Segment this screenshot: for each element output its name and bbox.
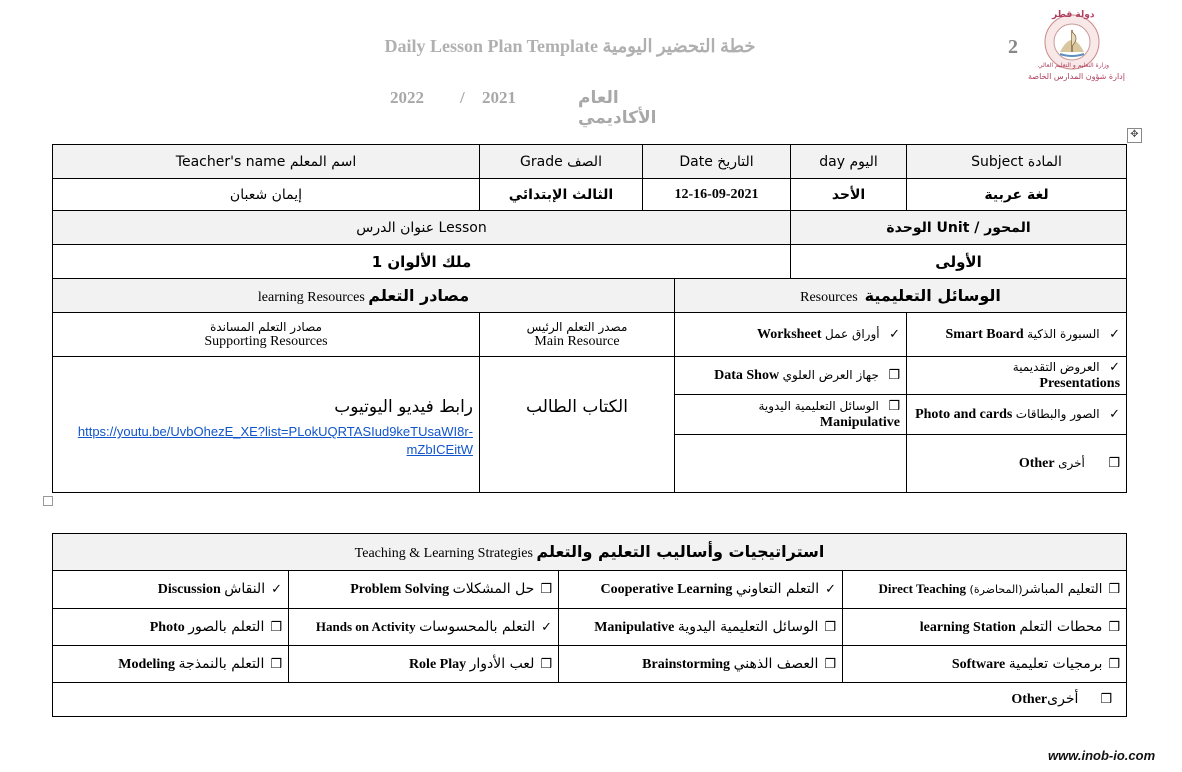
youtube-link[interactable]: https://youtu.be/UvbOhezE_XE?list=PLokUQRTASIud9keTUsaWI8r-mZbICEitW (77, 424, 473, 457)
strategy-ar: لعب الأدوار (469, 655, 535, 672)
presentations-en: Presentations (1039, 375, 1121, 391)
check-icon[interactable]: ✓ (825, 582, 836, 597)
worksheet-en: Worksheet (756, 326, 822, 342)
supporting-resources-ar: مصادر التعلم المساندة (210, 319, 322, 334)
strategy-manipulative[interactable] (559, 609, 843, 646)
main-resource-value: الكتاب الطالب (526, 397, 628, 417)
smart-board-ar: السبورة الذكية (1027, 326, 1100, 341)
check-icon[interactable]: ✓ (889, 326, 901, 342)
resource-photo-cards[interactable] (907, 395, 1127, 435)
strategy-hands-on[interactable] (289, 609, 559, 646)
strategy-ar: التعلم التعاوني (735, 581, 820, 597)
strategy-brainstorming[interactable] (559, 646, 843, 683)
smart-board-en: Smart Board (945, 326, 1024, 342)
page-title: Daily Lesson Plan Template خطة التحضير اليومية (384, 36, 756, 56)
strategy-ar: العصف الذهني (733, 655, 819, 672)
manipulative-en: Manipulative (819, 414, 901, 430)
footer-url[interactable]: www.inob-io.com (1048, 748, 1156, 763)
lesson-info-table (52, 144, 1127, 493)
check-icon[interactable]: ✓ (271, 582, 282, 597)
checkbox-icon[interactable]: ❒ (824, 619, 836, 635)
presentations-ar: العروض التقديمية (1012, 359, 1100, 374)
checkbox-icon[interactable]: ❒ (540, 656, 552, 672)
worksheet-ar: أوراق عمل (825, 326, 880, 341)
year-end: 2022 (390, 88, 424, 107)
lesson-title-value[interactable]: ملك الألوان 1 (53, 245, 791, 279)
supporting-resources-header (53, 313, 480, 357)
data-show-en: Data Show (714, 367, 780, 383)
strategy-en: Photo (149, 619, 185, 635)
date-label: Date التاريخ (643, 145, 791, 179)
main-resource-ar: مصدر التعلم الرئيس (526, 319, 628, 334)
strategy-photo[interactable] (53, 609, 289, 646)
strategies-header (53, 534, 1127, 571)
strategy-direct-teaching[interactable] (843, 571, 1127, 609)
unit-label: الوحدة Unit / المحور (791, 211, 1127, 245)
checkbox-icon[interactable]: ❒ (1108, 656, 1121, 672)
strategy-discussion[interactable] (53, 571, 289, 609)
strategy-ar: حل المشكلات (452, 581, 535, 597)
subject-label: Subject المادة (907, 145, 1127, 179)
other-en: Other (1018, 455, 1055, 471)
strategy-en: Brainstorming (642, 656, 731, 672)
strategy-ar: التعليم المباشر (1022, 582, 1103, 597)
year-separator: / (460, 88, 465, 107)
teacher-name-label: Teacher's name اسم المعلم (53, 145, 480, 179)
resource-smart-board[interactable] (907, 313, 1127, 357)
check-icon[interactable]: ✓ (1109, 326, 1121, 342)
strategy-ar: التعلم بالصور (188, 618, 265, 635)
checkbox-icon[interactable]: ❒ (1108, 582, 1121, 597)
other-ar: أخرى (1058, 455, 1085, 470)
strategy-ar: التعلم بالمحسوسات (419, 618, 536, 635)
teacher-name-value[interactable]: إيمان شعبان (53, 179, 480, 211)
unit-value[interactable]: الأولى (791, 245, 1127, 279)
empty-resource-cell (675, 435, 907, 493)
teaching-resources-en: Resources (800, 289, 858, 305)
strategies-title-ar: استراتيجيات وأساليب التعليم والتعلم (536, 542, 825, 561)
learning-resources-en: learning Resources (257, 289, 365, 305)
strategies-table (52, 533, 1127, 717)
supporting-resource-value: رابط فيديو اليوتيوب (334, 397, 473, 417)
strategy-ar: محطات التعلم (1019, 618, 1103, 635)
paragraph-marker (43, 496, 53, 506)
main-resource-header (480, 313, 675, 357)
learning-resources-ar: مصادر التعلم (368, 285, 470, 305)
resource-data-show[interactable] (675, 357, 907, 395)
lesson-title-label: عنوان الدرس Lesson (53, 211, 791, 245)
strategy-en: learning Station (919, 619, 1016, 635)
strategy-learning-station[interactable] (843, 609, 1127, 646)
academic-year-label: العام الأكاديمي (578, 88, 657, 128)
strategy-other[interactable] (53, 683, 1127, 717)
teaching-resources-header (675, 279, 1127, 313)
data-show-ar: جهاز العرض العلوي (782, 367, 879, 382)
strategy-en: Role Play (408, 656, 467, 672)
checkbox-icon[interactable]: ❒ (270, 619, 282, 635)
checkbox-icon[interactable]: ❒ (888, 367, 901, 383)
subject-value[interactable]: لغة عربية (907, 179, 1127, 211)
checkbox-icon[interactable]: ❒ (1108, 619, 1121, 635)
supporting-resources-en: Supporting Resources (204, 333, 328, 349)
strategy-en: Cooperative Learning (600, 582, 733, 597)
strategy-ar: أخرى (1047, 691, 1079, 707)
teaching-resources-ar: الوسائل التعليمية (864, 285, 1001, 305)
strategy-software[interactable] (843, 646, 1127, 683)
resource-other[interactable] (907, 435, 1127, 493)
strategy-en: Hands on Activity (315, 618, 416, 634)
main-resource-cell (480, 357, 675, 493)
strategy-problem-solving[interactable] (289, 571, 559, 609)
strategy-role-play[interactable] (289, 646, 559, 683)
checkbox-icon[interactable]: ❒ (540, 582, 552, 597)
strategy-ar: التعلم بالنمذجة (178, 655, 265, 672)
grade-value[interactable]: الثالث الإبتدائي (480, 179, 643, 211)
grade-label: Grade الصف (480, 145, 643, 179)
strategy-ar-note: (المحاضرة) (969, 583, 1023, 596)
strategy-ar: النقاش (224, 581, 266, 597)
strategy-en: Discussion (157, 582, 221, 597)
check-icon[interactable]: ✓ (541, 619, 552, 635)
resource-manipulative[interactable] (675, 395, 907, 435)
checkbox-icon[interactable]: ❒ (888, 398, 901, 414)
strategy-en: Problem Solving (350, 582, 450, 597)
checkbox-icon[interactable]: ❒ (1100, 692, 1113, 707)
strategy-en: Software (951, 656, 1006, 672)
logo-text-top: دولة قطر (1052, 10, 1095, 20)
check-icon[interactable]: ✓ (1109, 359, 1121, 375)
strategies-title-en: Teaching & Learning Strategies (354, 546, 533, 561)
strategy-en: Modeling (118, 656, 176, 672)
logo-text-bottom: إدارة شؤون المدارس الخاصة (1028, 72, 1125, 81)
table-move-handle-icon[interactable]: ✥ (1127, 128, 1142, 143)
resource-worksheet[interactable] (675, 313, 907, 357)
day-label: day اليوم (791, 145, 907, 179)
learning-resources-header (53, 279, 675, 313)
checkbox-icon[interactable]: ❒ (824, 656, 836, 672)
strategy-en: Direct Teaching (878, 581, 967, 596)
strategy-en: Manipulative (594, 619, 675, 635)
strategy-ar: برمجيات تعليمية (1008, 655, 1103, 672)
resource-presentations[interactable] (907, 357, 1127, 395)
check-icon[interactable]: ✓ (1109, 406, 1121, 422)
manipulative-ar: الوسائل التعليمية اليدوية (758, 398, 879, 413)
photo-cards-ar: الصور والبطاقات (1015, 406, 1100, 421)
checkbox-icon[interactable]: ❒ (1108, 455, 1121, 471)
page-number: 2 (1008, 36, 1018, 58)
date-value[interactable]: 12-16-09-2021 (643, 179, 791, 211)
logo-text-mid: وزارة التعليم و التعليم العالي (1038, 62, 1110, 69)
supporting-resources-cell (53, 357, 480, 493)
day-value[interactable]: الأحد (791, 179, 907, 211)
main-resource-en: Main Resource (534, 333, 620, 349)
strategy-ar: الوسائل التعليمية اليدوية (677, 618, 819, 635)
qatar-ministry-logo (1030, 8, 1126, 88)
strategy-en: Other (1011, 692, 1048, 707)
strategy-cooperative[interactable] (559, 571, 843, 609)
checkbox-icon[interactable]: ❒ (270, 656, 282, 672)
academic-year (390, 88, 700, 128)
strategy-modeling[interactable] (53, 646, 289, 683)
year-start: 2021 (482, 88, 516, 107)
photo-cards-en: Photo and cards (915, 406, 1013, 422)
